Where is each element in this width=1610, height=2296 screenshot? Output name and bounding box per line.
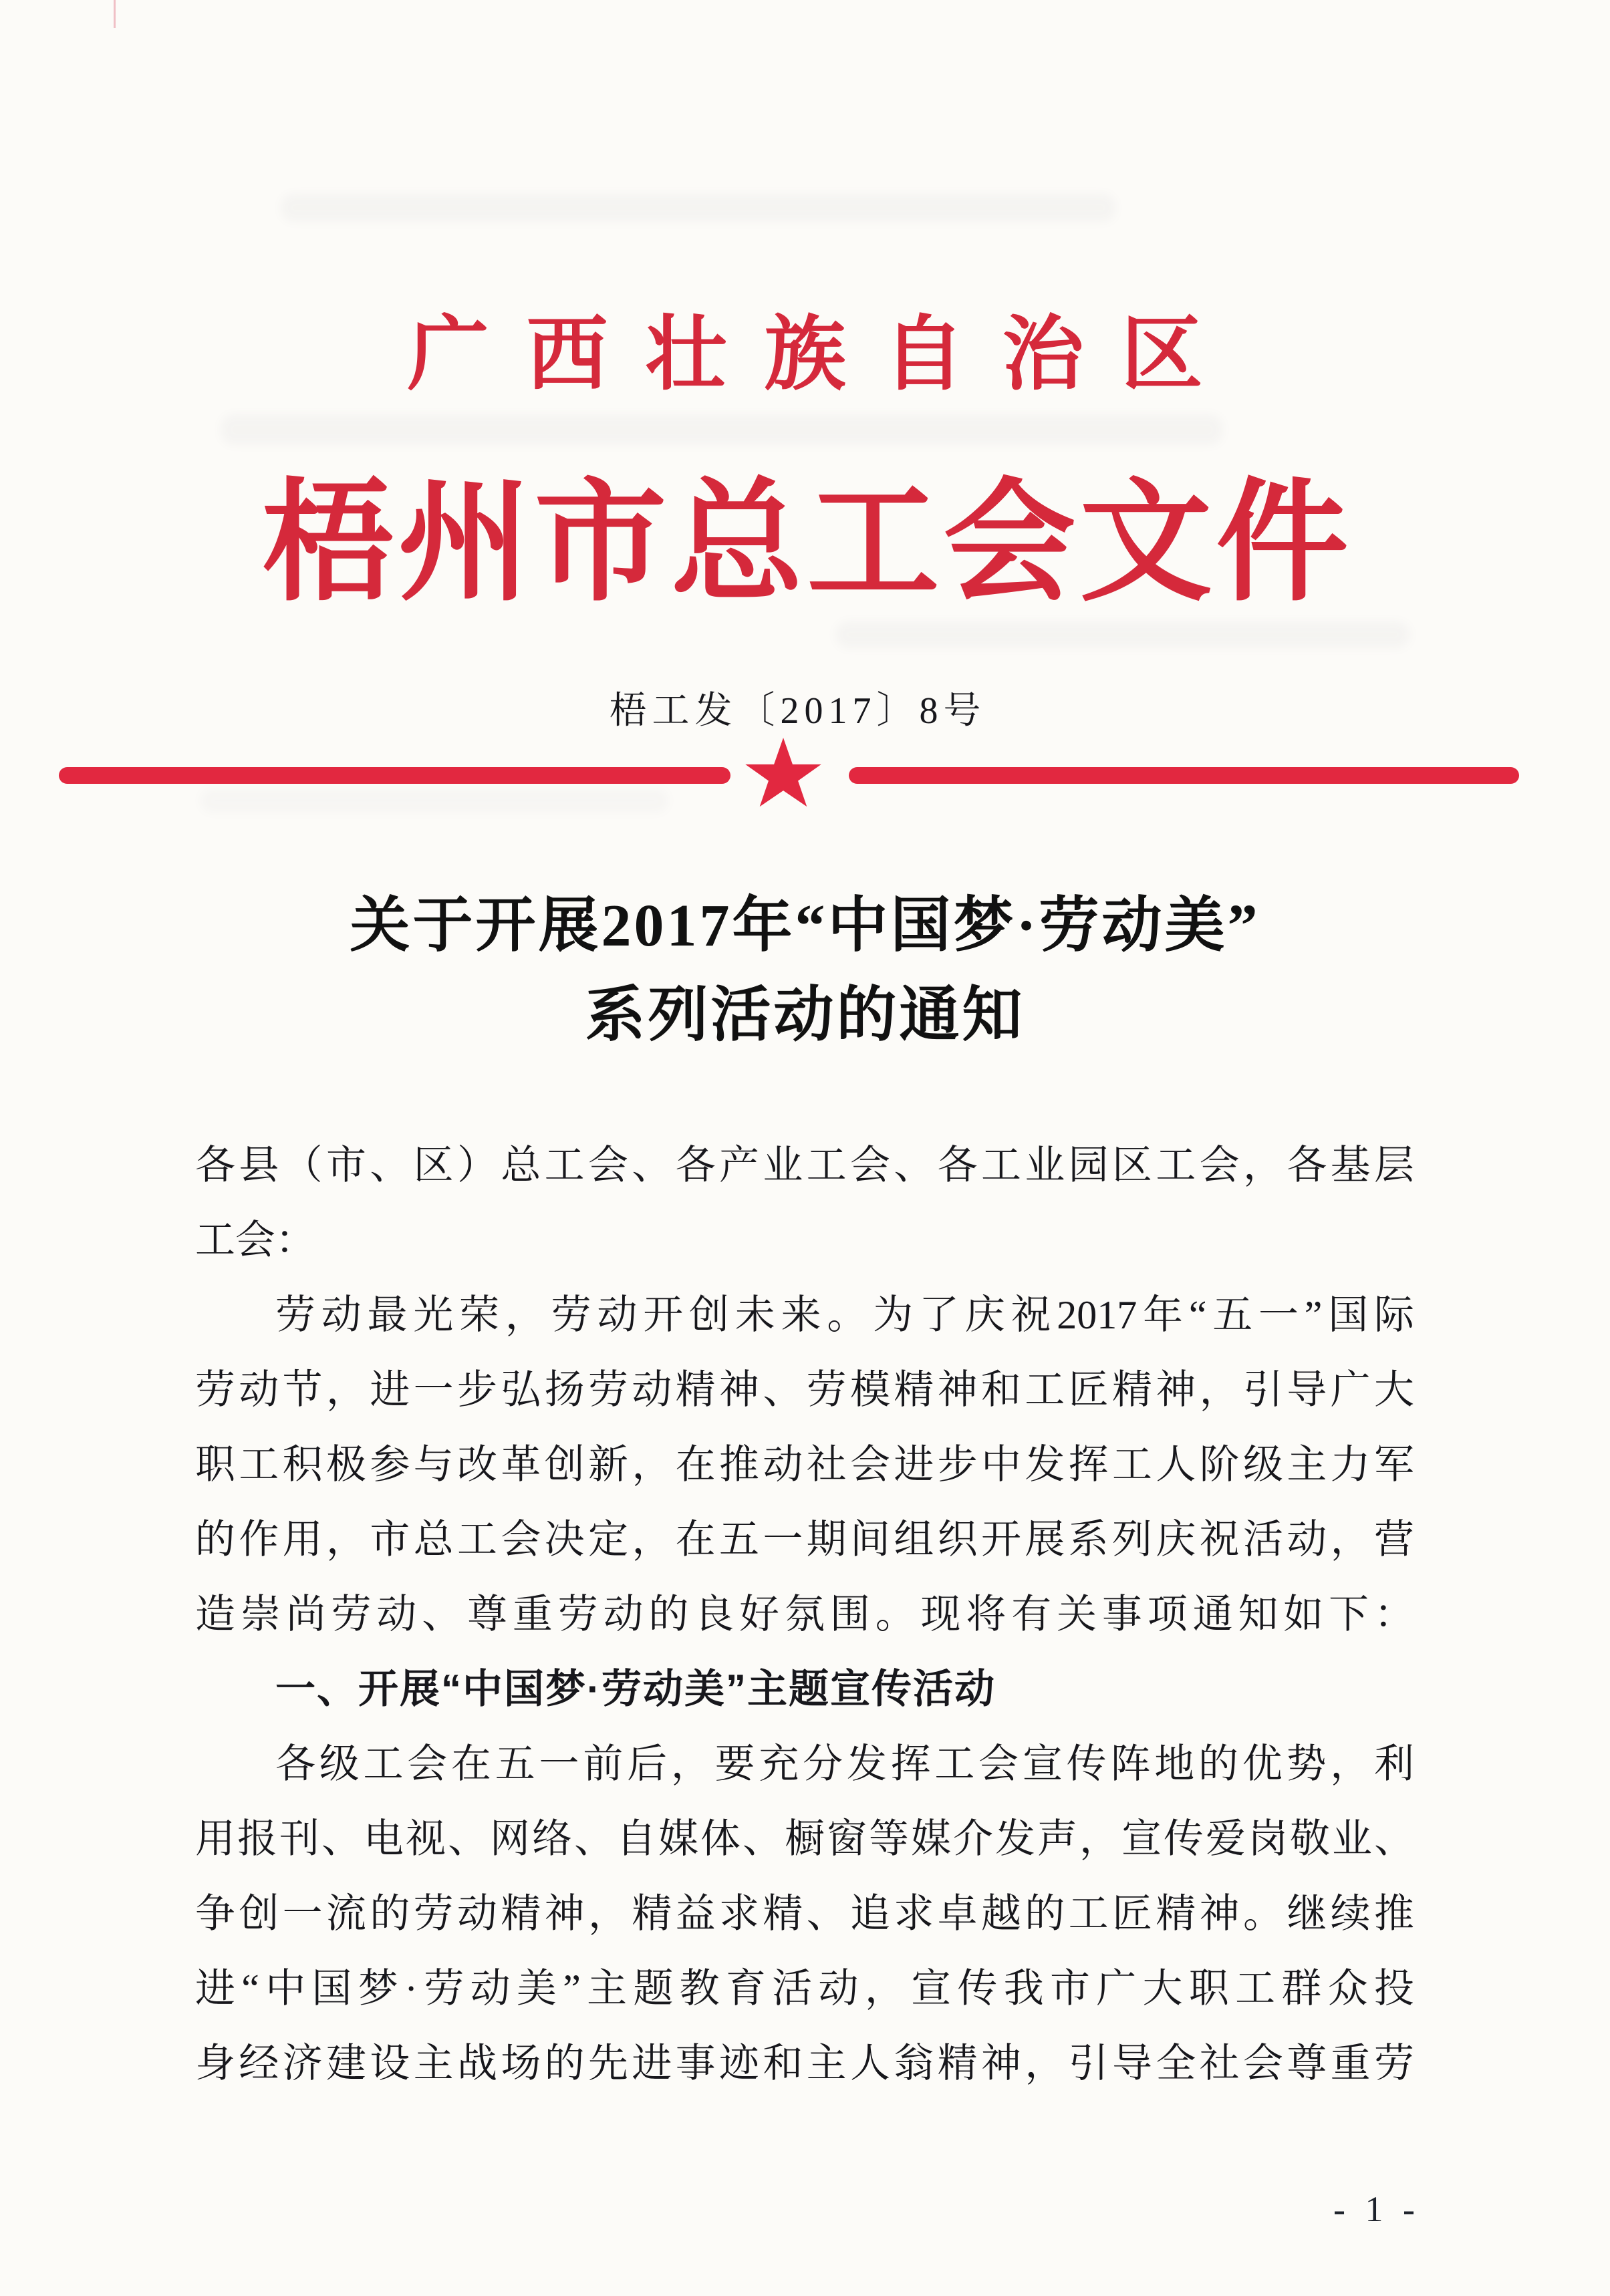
scan-artifact-hairline: [114, 0, 116, 28]
red-rule-left: [59, 767, 730, 784]
body-line: 用报刊、电视、网络、自媒体、橱窗等媒介发声，宣传爱岗敬业、: [195, 1817, 1414, 1861]
document-body: [195, 1128, 1414, 2101]
document-title-line1: 关于开展2017年“中国梦·劳动美”: [350, 893, 1260, 959]
body-line: 造崇尚劳动、尊重劳动的良好氛围。现将有关事项通知如下：: [195, 1592, 1414, 1636]
body-line: 争创一流的劳动精神，精益求精、追求卓越的工匠精神。继续推: [195, 1892, 1414, 1936]
body-section-heading: 一、开展“中国梦·劳动美”主题宣传活动: [275, 1667, 996, 1711]
org-document-header: 梧州市总工会文件: [261, 470, 1353, 617]
bleedthrough-artifact: [200, 788, 668, 813]
document-title-line2: 系列活动的通知: [585, 982, 1025, 1048]
body-line: 职工积极参与改革创新，在推动社会进步中发挥工人阶级主力军: [195, 1443, 1414, 1487]
bleedthrough-artifact: [281, 194, 1116, 222]
page-number: - 1 -: [1333, 2189, 1420, 2229]
body-line: 劳动节，进一步弘扬劳动精神、劳模精神和工匠精神，引导广大: [195, 1368, 1414, 1412]
red-rule-right: [849, 767, 1519, 784]
document-number: 梧工发〔2017〕8号: [609, 690, 986, 732]
body-line: 各县（市、区）总工会、各产业工会、各工业园区工会，各基层: [195, 1143, 1414, 1187]
body-line: 劳动最光荣，劳动开创未来。为了庆祝2017年“五一”国际: [275, 1293, 1414, 1337]
region-header: 广西壮族自治区: [407, 310, 1240, 400]
bleedthrough-artifact: [835, 621, 1410, 648]
body-line: 进“中国梦·劳动美”主题教育活动，宣传我市广大职工群众投: [195, 1967, 1414, 2011]
body-line: 工会：: [195, 1218, 315, 1262]
body-line: 各级工会在五一前后，要充分发挥工会宣传阵地的优势，利: [275, 1742, 1414, 1786]
body-line: 身经济建设主战场的先进事迹和主人翁精神，引导全社会尊重劳: [195, 2041, 1414, 2086]
body-line: 的作用，市总工会决定，在五一期间组织开展系列庆祝活动，营: [195, 1518, 1414, 1562]
bleedthrough-artifact: [221, 414, 1223, 445]
red-star-icon: [744, 738, 823, 813]
